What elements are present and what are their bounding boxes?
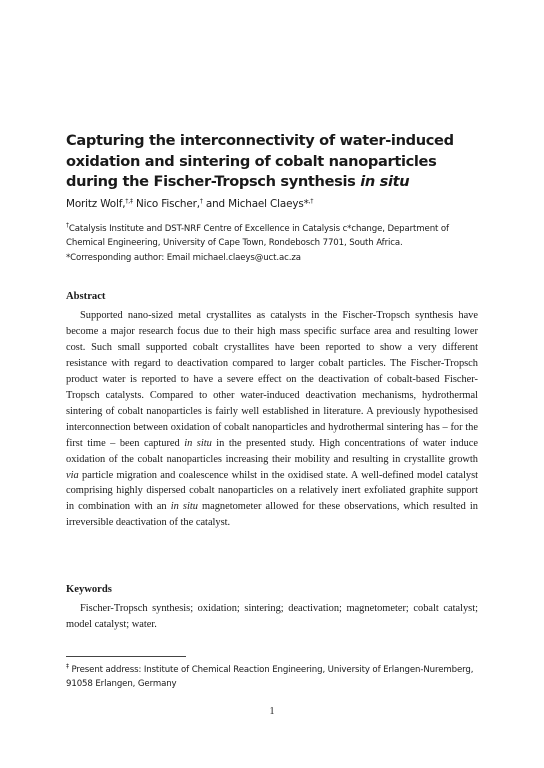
author-1-marks: †,‡ xyxy=(125,198,133,205)
affiliation-text: Catalysis Institute and DST-NRF Centre of Excellence in Catalysis c*change, Department of Chemical Engineering, University of Cape Town, Rondebosch 7701, South Africa. xyxy=(66,224,449,248)
affiliation-marker: † xyxy=(66,222,69,229)
paper-title-text: Capturing the interconnectivity of water-induced oxidation and sintering of cobalt nanoparticles during the Fischer-Tropsch synthesis xyxy=(66,132,454,190)
paper-title-italic: in situ xyxy=(360,173,410,190)
abstract-part-4: magnetometer allowed for these observations, which resulted in irreversible deactivation of the catalyst. xyxy=(66,501,478,529)
author-2-marks: † xyxy=(199,198,203,205)
footnote-divider xyxy=(66,656,186,657)
paper-title xyxy=(66,131,486,193)
page-number: 1 xyxy=(269,706,275,717)
author-2: Nico Fischer, xyxy=(132,198,200,210)
abstract-heading: Abstract xyxy=(66,291,106,302)
abstract-part-3: particle migration and coalescence whilst in the oxidised state. A well-defined model catalyst comprising highly dispersed cobalt nanoparticles on a relatively inert exfoliated graphite support in combination with an xyxy=(66,469,478,513)
abstract-part-1: Supported nano-sized metal crystallites as catalysts in the Fischer-Tropsch synthesis have become a major research focus due to their high mass specific surface area and resulting lower cost. Such small supported cobalt crystallites have been reported to show a very different resistance with regard to deactivation compared to larger cobalt particles. The Fischer-Tropsch product water is reported to have a severe effect on the deactivation of cobalt-based Fischer-Tropsch catalysts. Compared to other water-induced deactivation mechanisms, hydrothermal sintering of cobalt nanoparticles is fairly well established in literature. A previously hypothesised interconnection between oxidation of cobalt nanoparticles and hydrothermal sintering has – for the first time – been captured xyxy=(66,310,478,449)
abstract-italic-3: in situ xyxy=(170,501,198,513)
author-list xyxy=(66,197,486,211)
affiliation xyxy=(66,222,486,250)
author-3-marks: ,† xyxy=(308,198,314,205)
abstract-italic-2: via xyxy=(66,469,79,481)
abstract-part-2: in the presented study. High concentrations of water induce oxidation of the cobalt nanoparticles increasing their mobility and resulting in crystallite growth xyxy=(66,437,479,465)
footnote-marker: ‡ xyxy=(66,663,69,670)
author-3: and Michael Claeys* xyxy=(202,198,309,210)
corresponding-author: *Corresponding author: Email michael.claeys@uct.ac.za xyxy=(66,253,301,263)
abstract-text xyxy=(66,308,478,531)
author-1: Moritz Wolf, xyxy=(66,198,126,210)
footnote xyxy=(66,664,486,691)
keywords-heading: Keywords xyxy=(66,584,112,595)
keywords-text: Fischer-Tropsch synthesis; oxidation; sintering; deactivation; magnetometer; cobalt catalyst; model catalyst; water. xyxy=(66,603,478,630)
abstract-italic-1: in situ xyxy=(184,437,212,449)
footnote-text: Present address: Institute of Chemical Reaction Engineering, University of Erlangen-Nuremberg, 91058 Erlangen, Germany xyxy=(66,665,474,689)
